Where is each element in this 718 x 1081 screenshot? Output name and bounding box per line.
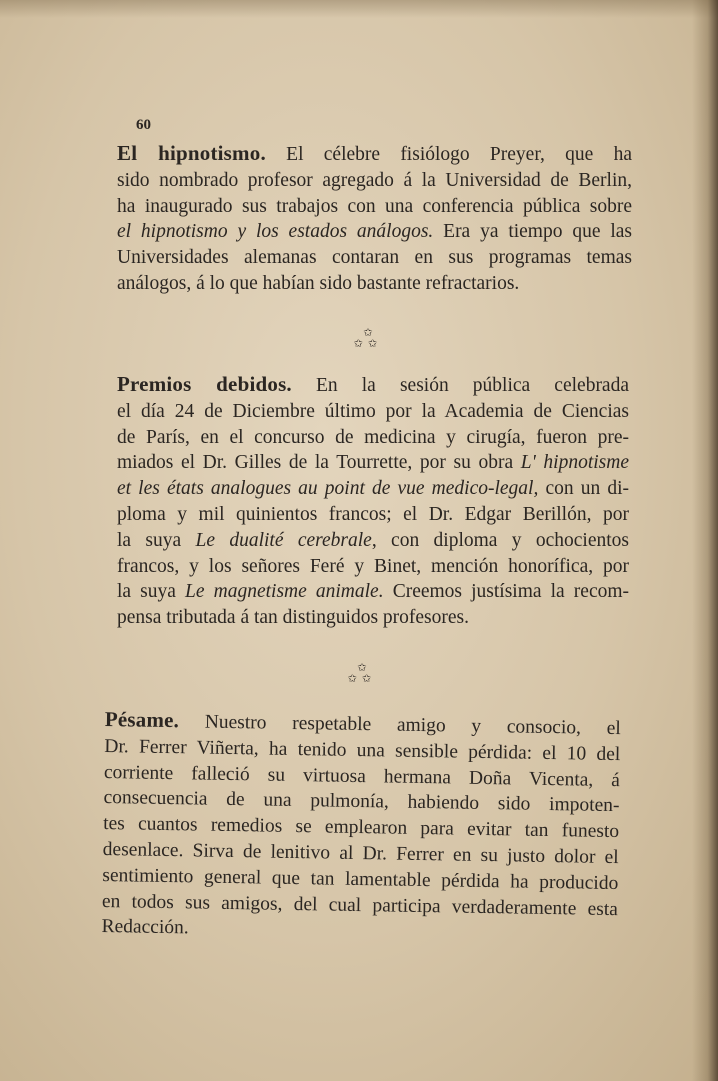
- text-line: En la sesión pública celebrada: [316, 375, 629, 396]
- asterism-ornament: ✩ ✩✩: [347, 661, 377, 685]
- section-premios: [117, 372, 629, 631]
- text-line: con un di-: [545, 478, 630, 500]
- text-line: ha inaugurado sus trabajos con una conferencia pública sobre: [117, 195, 632, 217]
- section-hipnotismo: [117, 141, 632, 297]
- text-line: corriente falleció su virtuosa hermana Doña Vicenta, á: [103, 761, 621, 791]
- text-line: consecuencia de una pulmonía, habiendo sido impoten-: [103, 787, 620, 817]
- section-heading: Pésame.: [104, 707, 180, 733]
- text-line: de París, en el concurso de medicina y cirugía, fueron pre-: [117, 426, 629, 448]
- italic-title: Le magnetisme animale.: [185, 581, 384, 603]
- text-line: tes cuantos remedios se emplearon para evitar tan funesto: [103, 813, 620, 843]
- text-line: , con diploma y ochocientos: [371, 529, 629, 551]
- text-line: la suya: [117, 581, 176, 603]
- section-heading: El hipnotismo.: [117, 141, 266, 165]
- text-line: Nuestro respetable amigo y consocio, el: [204, 711, 621, 740]
- text-line: sido nombrado profesor agregado á la Universidad de Berlin,: [117, 169, 632, 191]
- italic-title: L' hipnotisme: [520, 452, 629, 474]
- text-line: Redacción.: [101, 916, 189, 939]
- page-top-shadow: [0, 0, 718, 18]
- italic-title: el hipnotismo y los estados análogos.: [117, 221, 434, 243]
- text-line: Dr. Ferrer Viñerta, ha tenido una sensible pérdida: el 10 del: [104, 735, 621, 765]
- text-line: ploma y mil quinientos francos; el Dr. Edgar Berillón, por: [117, 503, 629, 525]
- text-line: sentimiento general que tan lamentable pérdida ha producido: [102, 864, 619, 894]
- text-line: francos, y los señores Feré y Binet, mención honorífica, por: [117, 555, 629, 577]
- text-line: Creemos justísima la recom-: [392, 581, 630, 603]
- text-line: pensa tributada á tan distinguidos profesores.: [117, 607, 469, 629]
- asterism-ornament: ✩ ✩✩: [353, 326, 383, 350]
- page-number: 60: [136, 117, 151, 133]
- text-line: la suya: [117, 529, 182, 551]
- text-line: el día 24 de Diciembre último por la Academia de Ciencias: [117, 400, 629, 422]
- text-line: en todos sus amigos, del cual participa verdaderamente esta: [101, 890, 619, 920]
- text-line: El célebre fisiólogo Preyer, que ha: [286, 144, 632, 165]
- text-line: miados el Dr. Gilles de la Tourrette, por su obra: [117, 452, 514, 474]
- italic-title: et les états analogues au point de vue medico-legal,: [117, 478, 539, 500]
- italic-title: Le dualité cerebrale: [195, 529, 372, 551]
- text-line: análogos, á lo que habían sido bastante refractarios.: [117, 272, 520, 294]
- section-pesame: [101, 707, 621, 948]
- text-line: Universidades alemanas contaran en sus programas temas: [117, 247, 632, 269]
- text-line: desenlace. Sirva de lenitivo al Dr. Ferrer en su justo dolor el: [102, 838, 619, 869]
- page-edge-shadow: [692, 0, 718, 1081]
- text-line: Era ya tiempo que las: [443, 221, 632, 243]
- section-heading: Premios debidos.: [117, 372, 292, 396]
